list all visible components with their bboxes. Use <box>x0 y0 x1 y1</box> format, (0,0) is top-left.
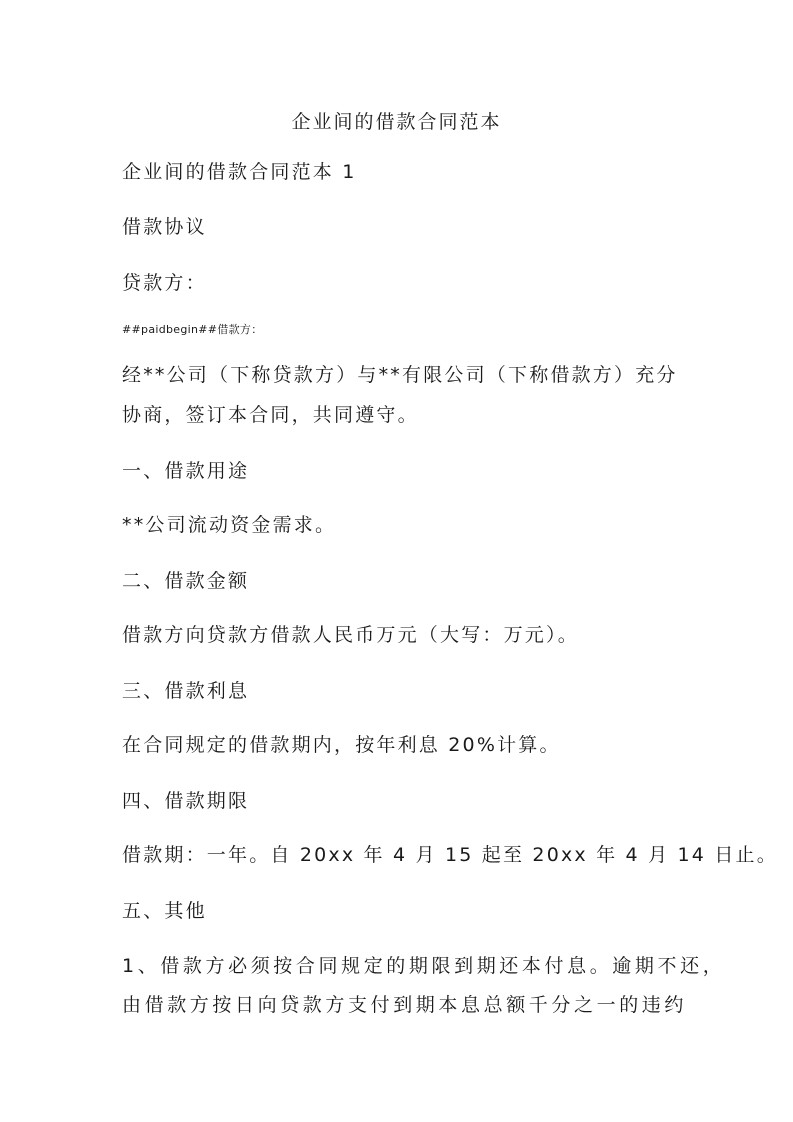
clause-text-amount: 借款方向贷款方借款人民币万元（大写：万元）。 <box>122 624 579 646</box>
body-paragraph-1-cont: 协商，签订本合同，共同遵守。 <box>122 404 419 426</box>
agreement-heading: 借款协议 <box>122 216 207 238</box>
borrower-label: ##paidbegin##借款方： <box>122 323 263 336</box>
clause-heading-interest: 三、借款利息 <box>122 680 250 702</box>
section-heading-1: 企业间的借款合同范本 1 <box>122 161 357 183</box>
clause-heading-term: 四、借款期限 <box>122 790 250 812</box>
clause-text-other-1: 1、借款方必须按合同规定的期限到期还本付息。逾期不还， <box>122 955 726 977</box>
clause-heading-amount: 二、借款金额 <box>122 570 250 592</box>
clause-heading-other: 五、其他 <box>122 900 207 922</box>
clause-text-term: 借款期：一年。自 20xx 年 4 月 15 起至 20xx 年 4 月 14 日止。 <box>122 844 778 866</box>
clause-text-interest: 在合同规定的借款期内，按年利息 20%计算。 <box>122 734 561 756</box>
body-paragraph-1: 经**公司（下称贷款方）与**有限公司（下称借款方）充分 <box>122 364 678 386</box>
clause-text-purpose: **公司流动资金需求。 <box>122 514 337 536</box>
lender-label: 贷款方： <box>122 272 207 294</box>
clause-heading-purpose: 一、借款用途 <box>122 460 250 482</box>
document-title: 企业间的借款合同范本 <box>291 111 502 133</box>
clause-text-other-1-cont: 由借款方按日向贷款方支付到期本息总额千分之一的违约 <box>122 994 688 1016</box>
